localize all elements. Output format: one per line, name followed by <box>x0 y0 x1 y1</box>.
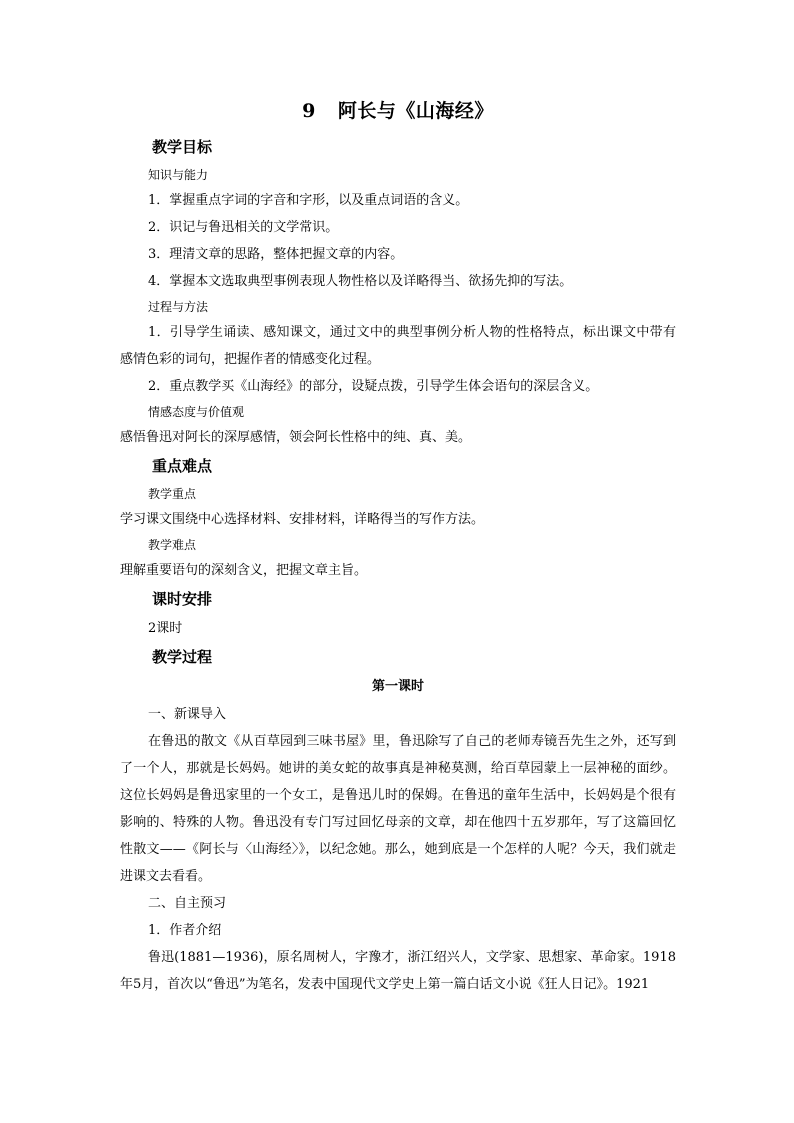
part2-heading: 二、自主预习 <box>148 896 227 911</box>
subheading-difficulty: 教学难点 <box>148 538 197 552</box>
document-title <box>120 96 676 126</box>
subheading-emotion: 情感态度与价值观 <box>148 405 245 419</box>
heading-objectives: 教学目标 <box>152 138 213 156</box>
emotion-text: 感悟鲁迅对阿长的深厚感情，领会阿长性格中的纯、真、美。 <box>120 430 472 445</box>
part1-heading: 一、新课导入 <box>148 707 227 722</box>
part2-subheading: 1．作者介绍 <box>148 923 222 938</box>
difficulty-text: 理解重要语句的深刻含义，把握文章主旨。 <box>120 563 368 578</box>
subheading-process-method: 过程与方法 <box>148 300 209 314</box>
subheading-knowledge: 知识与能力 <box>148 168 209 182</box>
part1-text: 在鲁迅的散文《从百草园到三味书屋》里，鲁迅除写了自己的老师寿镜吾先生之外，还写到了一个人，那就是长妈妈。她讲的美女蛇的故事真是神秘莫测，给百草园蒙上一层神秘的面纱。这位长妈妈是鲁迅家里的一个女工，是鲁迅儿时的保姆。在鲁迅的童年生活中，长妈妈是个很有影响的、特殊的人物。鲁迅没有专门写过回忆母亲的文章，却在他四十五岁那年，写了这篇回忆性散文——《阿长与〈山海经〉》，以纪念她。那么，她到底是一个怎样的人呢？今天，我们就走进课文去看看。 <box>120 734 676 884</box>
lesson-period-title: 第一课时 <box>371 679 424 694</box>
lesson-number: 9 <box>302 100 316 122</box>
heading-teaching-process: 教学过程 <box>152 648 213 666</box>
process-item-2: 2．重点教学买《山海经》的部分，设疑点拨，引导学生体会语句的深层含义。 <box>148 379 599 394</box>
schedule-text: 2课时 <box>148 621 183 636</box>
part2-text: 鲁迅(1881—1936)，原名周树人，字豫才，浙江绍兴人，文学家、思想家、革命家。1918年5月，首次以“鲁迅”为笔名，发表中国现代文学史上第一篇白话文小说《狂人日记》。1921 <box>120 950 676 992</box>
knowledge-item-2: 2．识记与鲁迅相关的文学常识。 <box>148 220 339 235</box>
subheading-focus: 教学重点 <box>148 487 197 501</box>
document-content <box>120 96 676 998</box>
knowledge-item-4: 4．掌握本文选取典型事例表现人物性格以及详略得当、欲扬先抑的写法。 <box>148 274 573 289</box>
knowledge-item-1: 1．掌握重点字词的字音和字形，以及重点词语的含义。 <box>148 193 469 208</box>
process-item-1: 1．引导学生诵读、感知课文，通过文中的典型事例分析人物的性格特点，标出课文中带有感情色彩的词句，把握作者的情感变化过程。 <box>120 325 676 367</box>
focus-text: 学习课文围绕中心选择材料、安排材料，详略得当的写作方法。 <box>120 512 485 527</box>
knowledge-item-3: 3．理清文章的思路，整体把握文章的内容。 <box>148 247 404 262</box>
lesson-title: 阿长与《山海经》 <box>337 100 494 122</box>
heading-keypoints: 重点难点 <box>152 457 213 475</box>
heading-schedule: 课时安排 <box>152 590 213 608</box>
